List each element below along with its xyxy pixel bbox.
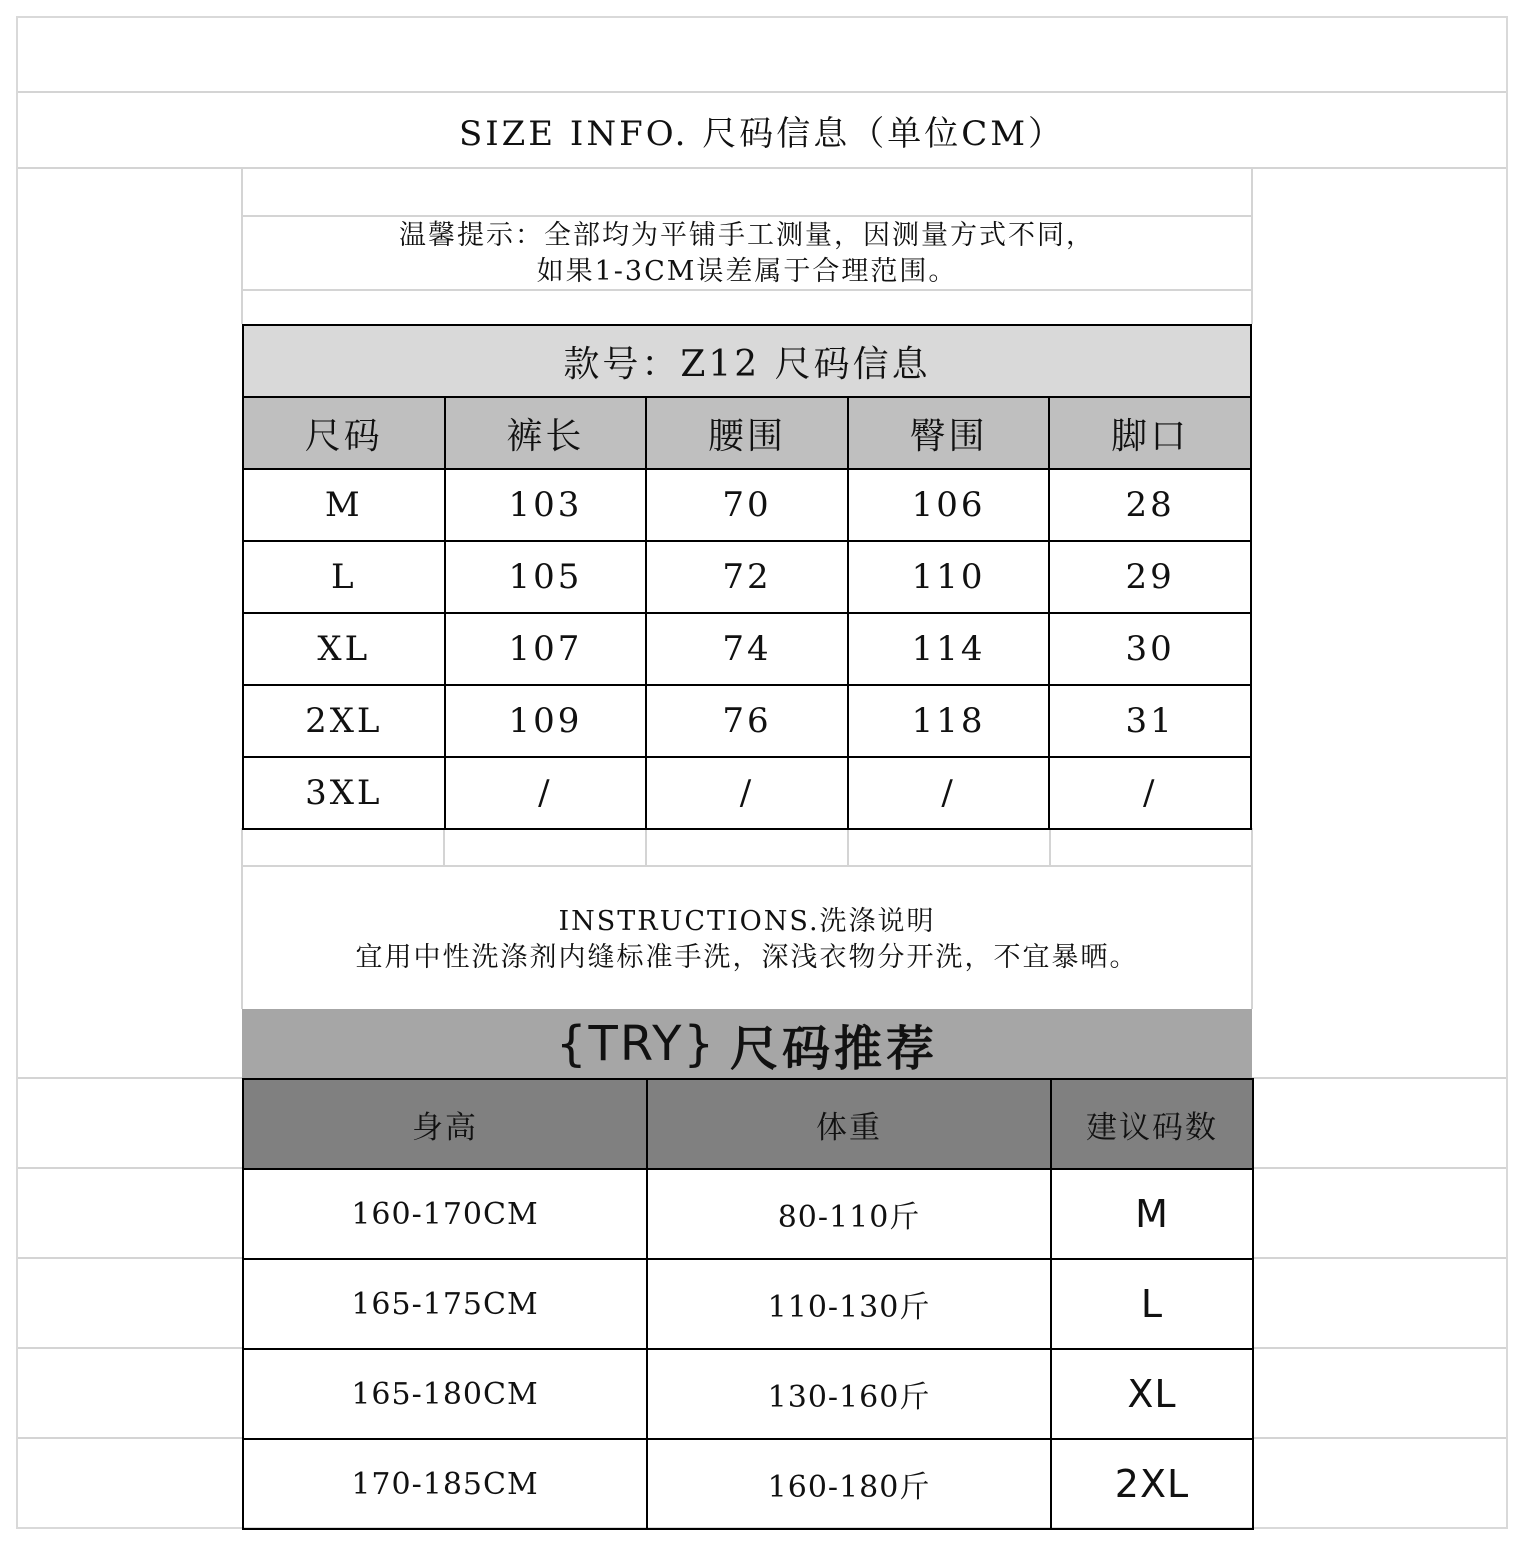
- header-hip: 臀围: [848, 397, 1050, 469]
- cell-height: 165-180CM: [243, 1349, 647, 1439]
- size-table-header-row: [243, 397, 1251, 469]
- cell-leg-opening: /: [1049, 757, 1251, 829]
- grid-line: [443, 828, 445, 865]
- grid-line: [1049, 828, 1051, 865]
- table-row: [243, 469, 1251, 541]
- page-title: SIZE INFO. 尺码信息（单位CM）: [458, 113, 1066, 154]
- header-size: 尺码: [243, 397, 445, 469]
- cell-size: L: [243, 541, 445, 613]
- grid-line: [1252, 1167, 1506, 1169]
- grid-line: [18, 1437, 242, 1439]
- cell-pants-length: 105: [445, 541, 647, 613]
- cell-pants-length: 107: [445, 613, 647, 685]
- cell-pants-length: /: [445, 757, 647, 829]
- grid-line: [1252, 1077, 1506, 1079]
- cell-size: M: [243, 469, 445, 541]
- cell-weight: 80-110斤: [647, 1169, 1051, 1259]
- grid-line: [18, 1167, 242, 1169]
- table-row: [243, 1349, 1253, 1439]
- grid-line: [18, 1257, 242, 1259]
- size-table-caption-row: [243, 325, 1251, 397]
- cell-hip: 110: [848, 541, 1050, 613]
- cell-waist: /: [646, 757, 848, 829]
- cell-leg-opening: 28: [1049, 469, 1251, 541]
- cell-weight: 160-180斤: [647, 1439, 1051, 1529]
- grid-line: [18, 1347, 242, 1349]
- size-table: [242, 324, 1252, 830]
- recommend-banner: [242, 1009, 1252, 1079]
- cell-pants-length: 103: [445, 469, 647, 541]
- header-suggested-size: 建议码数: [1051, 1079, 1253, 1169]
- cell-pants-length: 109: [445, 685, 647, 757]
- header-height: 身高: [243, 1079, 647, 1169]
- washing-instructions: [243, 900, 1251, 980]
- cell-leg-opening: 29: [1049, 541, 1251, 613]
- header-pants-length: 裤长: [445, 397, 647, 469]
- recommend-brace-label: {TRY}: [555, 1016, 716, 1072]
- cell-size: 3XL: [243, 757, 445, 829]
- recommend-title: 尺码推荐: [729, 1020, 938, 1077]
- measurement-notice: [243, 217, 1251, 290]
- grid-line: [645, 828, 647, 865]
- grid-line: [1252, 1347, 1506, 1349]
- header-leg-opening: 脚口: [1049, 397, 1251, 469]
- table-row: [243, 1259, 1253, 1349]
- cell-waist: 72: [646, 541, 848, 613]
- grid-line: [18, 1077, 242, 1079]
- cell-weight: 130-160斤: [647, 1349, 1051, 1439]
- size-table-caption: 款号：Z12 尺码信息: [243, 325, 1251, 397]
- cell-hip: 118: [848, 685, 1050, 757]
- cell-leg-opening: 31: [1049, 685, 1251, 757]
- recommend-header-row: [243, 1079, 1253, 1169]
- table-row: [243, 613, 1251, 685]
- cell-waist: 74: [646, 613, 848, 685]
- notice-line-2: 如果1-3CM误差属于合理范围。: [536, 255, 958, 287]
- grid-line: [1251, 169, 1253, 324]
- grid-line: [1252, 1437, 1506, 1439]
- cell-suggested-size: L: [1051, 1259, 1253, 1349]
- table-row: [243, 1169, 1253, 1259]
- cell-suggested-size: M: [1051, 1169, 1253, 1259]
- cell-height: 170-185CM: [243, 1439, 647, 1529]
- table-row: [243, 757, 1251, 829]
- cell-waist: 76: [646, 685, 848, 757]
- table-row: [243, 541, 1251, 613]
- cell-waist: 70: [646, 469, 848, 541]
- cell-height: 160-170CM: [243, 1169, 647, 1259]
- grid-line: [847, 828, 849, 865]
- header-weight: 体重: [647, 1079, 1051, 1169]
- cell-size: XL: [243, 613, 445, 685]
- instructions-text: 宜用中性洗涤剂内缝标准手洗，深浅衣物分开洗，不宜暴晒。: [355, 942, 1139, 973]
- cell-size: 2XL: [243, 685, 445, 757]
- cell-height: 165-175CM: [243, 1259, 647, 1349]
- cell-hip: 106: [848, 469, 1050, 541]
- grid-line: [1251, 828, 1253, 1009]
- recommend-table: [242, 1078, 1254, 1530]
- table-row: [243, 1439, 1253, 1529]
- header-waist: 腰围: [646, 397, 848, 469]
- cell-leg-opening: 30: [1049, 613, 1251, 685]
- table-row: [243, 685, 1251, 757]
- instructions-heading: INSTRUCTIONS.洗涤说明: [558, 906, 936, 937]
- cell-suggested-size: 2XL: [1051, 1439, 1253, 1529]
- cell-suggested-size: XL: [1051, 1349, 1253, 1439]
- cell-hip: 114: [848, 613, 1050, 685]
- cell-hip: /: [848, 757, 1050, 829]
- cell-weight: 110-130斤: [647, 1259, 1051, 1349]
- notice-line-1: 温馨提示：全部均为平铺手工测量，因测量方式不同，: [399, 219, 1095, 251]
- grid-line: [1252, 1257, 1506, 1259]
- grid-line: [243, 865, 1251, 867]
